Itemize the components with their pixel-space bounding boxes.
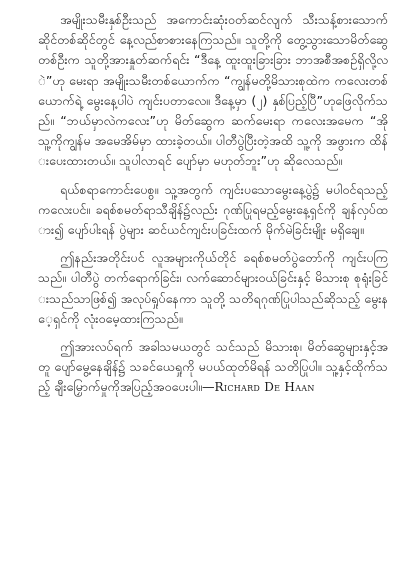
signature-dash: — xyxy=(201,379,215,395)
author-signature: Richard De Haan xyxy=(214,380,315,395)
paragraph-2: ရယ်စရာကောင်းပေစွ။ သူ့အတွက် ကျင်းပသောမွေးနေ့ပွဲ၌ မပါဝင်ရသည့်ကလေးပင်။ ခရစ်စမတ်ရာသီချိန်၌လည်း ဂုဏ်ပြုရမည့်မွေးနေ့ရှင်ကို ချန်လှပ်ထား၍ ပျော်ပါးရန် ပွဲများ ဆင်ယင်ကျင်းပခြင်းထက် မိုက်မဲခြင်းမျိုး မရှိချေ။ xyxy=(38,181,388,238)
devotional-page xyxy=(38,10,388,550)
paragraph-1: အမျိုးသမီးနှစ်ဦးသည် အကောင်းဆုံးဝတ်ဆင်လျက် သီးသန့်စားသောက်ဆိုင်တစ်ဆိုင်တွင် နေ့လည်စာစားနေကြသည်။ သူတို့ကို တွေ့သွားသောမိတ်ဆွေတစ်ဦးက သူတို့အားနှုတ်ဆက်ရင်း “ဒီနေ့ ထူးထူးခြားခြား ဘာအစီအစဉ်ရှိလို့လဲ”ဟု မေးရာ အမျိုးသမီးတစ်ယောက်က “ကျွန်မတို့မိသားစုထဲက ကလေးတစ်ယောက်ရဲ့ မွေးနေ့ပါပဲ ကျင်းပတာလေ။ ဒီနေ့မှာ (၂) နှစ်ပြည့်ပြီ”ဟုဖြေလိုက်သည်။ “ဘယ်မှာလဲကလေး”ဟု မိတ်ဆွေက ဆက်မေးရာ ကလေးအမေက “အို သူ့ကိုကျွန်မ အမေအိမ်မှာ ထားခဲ့တယ်။ ပါတီပွဲပြီးတဲ့အထိ သူ့ကို အဖွားက ထိန်းပေးထားတယ်။ သူပါလာရင် ပျော်မှာ မဟုတ်ဘူး”ဟု ဆိုလေသည်။ xyxy=(38,12,388,169)
paragraph-3: ဤနည်းအတိုင်းပင် လူအများကိုယ်တိုင် ခရစ်စမတ်ပွဲတော်ကို ကျင်းပကြသည်။ ပါတီပွဲ တက်ရောက်ခြင်း၊ လက်ဆောင်များဝယ်ခြင်းနှင့် မိသားစု စုရုံးခြင်းသည်သာဖြစ်၍ အလုပ်ရှုပ်နေကာ သူတို့ သတိရဂုဏ်ပြုပါသည်ဆိုသည့် မွေးနေ့ရှင်ကို လုံးဝမေ့ထားကြသည်။ xyxy=(38,250,388,326)
paragraph-4 xyxy=(38,337,388,398)
paragraph-4-text: ဤအားလပ်ရက် အခါသမယတွင် သင်သည် မိသားစု၊ မိတ်ဆွေများနှင့်အတူ ပျော်မွေ့နေချိန်၌ သခင်ယေရှုကို မပယ်ထုတ်မိရန် သတိပြုပါ။ သူ့နှင့်ထိုက်သည့် ချီးမြှောက်မှုကိုအပြည့်အဝပေးပါ။ xyxy=(38,339,388,395)
